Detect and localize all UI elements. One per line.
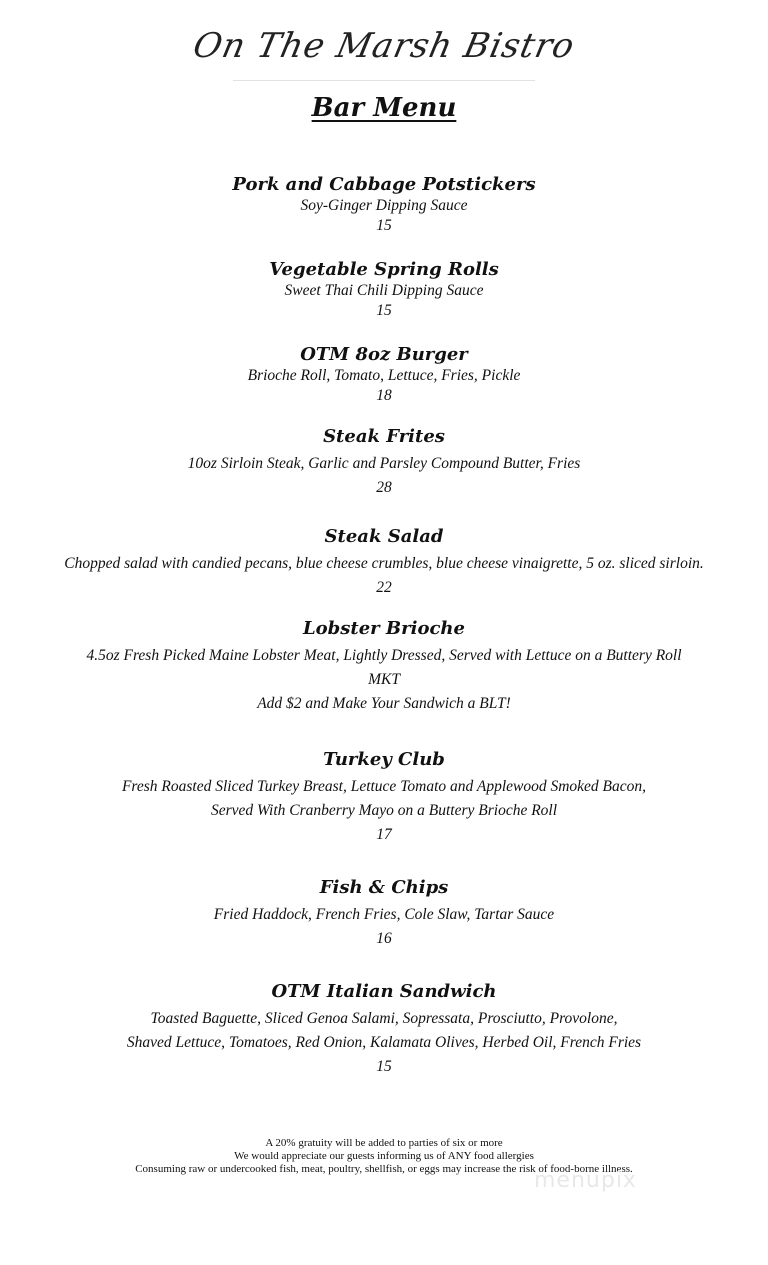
item-description: Fried Haddock, French Fries, Cole Slaw, Tartar Sauce <box>213 906 555 923</box>
watermark: menupix <box>534 1168 637 1193</box>
item-description: Served With Cranberry Mayo on a Buttery Brioche Roll <box>210 802 558 819</box>
menu-title: Bar Menu <box>311 93 457 123</box>
item-price: 15 <box>376 217 392 234</box>
item-description: 4.5oz Fresh Picked Maine Lobster Meat, Lightly Dressed, Served with Lettuce on a Buttery Roll <box>86 647 682 664</box>
menu-item-steak-frites <box>0 426 768 500</box>
item-price: 28 <box>376 479 392 496</box>
menu-item-steak-salad <box>0 526 768 600</box>
item-price: MKT <box>368 671 400 688</box>
gratuity-notice: A 20% gratuity will be added to parties of six or more <box>265 1137 503 1149</box>
item-price: 16 <box>376 930 392 947</box>
item-name: Lobster Brioche <box>303 618 465 639</box>
item-name: Steak Frites <box>323 426 445 447</box>
item-name: Steak Salad <box>324 526 444 547</box>
item-price: 15 <box>376 1058 392 1075</box>
allergy-notice: We would appreciate our guests informing us of ANY food allergies <box>234 1150 534 1162</box>
menu-item-fish-chips <box>0 877 768 951</box>
item-description: Fresh Roasted Sliced Turkey Breast, Lettuce Tomato and Applewood Smoked Bacon, <box>121 778 647 795</box>
menu-item-potstickers <box>0 174 768 236</box>
item-description: Sweet Thai Chili Dipping Sauce <box>284 282 484 299</box>
health-warning: Consuming raw or undercooked fish, meat, poultry, shellfish, or eggs may increase the risk of food-borne illness. <box>135 1163 633 1175</box>
menu-item-spring-rolls <box>0 259 768 321</box>
item-price: 17 <box>376 826 392 843</box>
item-description: Soy-Ginger Dipping Sauce <box>300 197 468 214</box>
item-description: Chopped salad with candied pecans, blue cheese crumbles, blue cheese vinaigrette, 5 oz. sliced sirloin. <box>64 555 704 572</box>
item-description: Shaved Lettuce, Tomatoes, Red Onion, Kalamata Olives, Herbed Oil, French Fries <box>126 1034 642 1051</box>
logo-divider <box>233 80 535 81</box>
menu-item-lobster-brioche <box>0 618 768 716</box>
item-price: 18 <box>376 387 392 404</box>
menu-item-turkey-club <box>0 749 768 847</box>
item-name: OTM 8oz Burger <box>300 344 468 365</box>
item-description: 10oz Sirloin Steak, Garlic and Parsley Compound Butter, Fries <box>187 455 581 472</box>
restaurant-logo: On The Marsh Bistro <box>189 26 579 66</box>
item-price: 22 <box>376 579 392 596</box>
item-name: Pork and Cabbage Potstickers <box>232 174 536 195</box>
item-name: Vegetable Spring Rolls <box>269 259 499 280</box>
item-description: Toasted Baguette, Sliced Genoa Salami, Sopressata, Prosciutto, Provolone, <box>150 1010 618 1027</box>
item-addon-note: Add $2 and Make Your Sandwich a BLT! <box>257 695 511 712</box>
item-price: 15 <box>376 302 392 319</box>
menu-item-italian-sandwich <box>0 981 768 1079</box>
menu-footer <box>0 1137 768 1176</box>
item-name: OTM Italian Sandwich <box>271 981 497 1002</box>
item-name: Fish & Chips <box>319 877 449 898</box>
item-description: Brioche Roll, Tomato, Lettuce, Fries, Pickle <box>247 367 521 384</box>
item-name: Turkey Club <box>323 749 445 770</box>
menu-item-burger <box>0 344 768 406</box>
